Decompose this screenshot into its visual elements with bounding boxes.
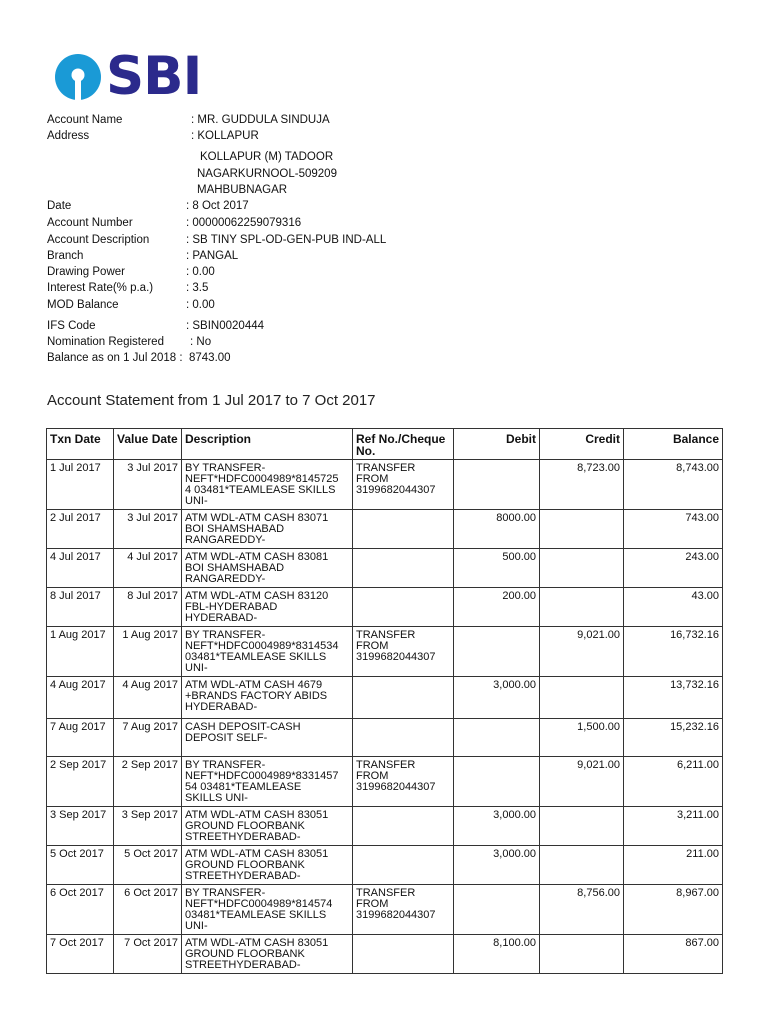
table-row <box>47 460 723 510</box>
cell-credit: 9,021.00 <box>540 757 624 807</box>
header-row <box>47 429 723 460</box>
cell-description: ATM WDL-ATM CASH 83120 FBL-HYDERABAD HYDERABAD- <box>182 588 353 627</box>
cell-balance: 867.00 <box>624 935 723 974</box>
cell-balance: 15,232.16 <box>624 719 723 757</box>
table-row <box>47 549 723 588</box>
cell-value-date: 7 Aug 2017 <box>114 719 182 757</box>
logo-text: SBI <box>106 46 202 107</box>
cell-txn-date: 5 Oct 2017 <box>47 846 114 885</box>
interest-rate-label: Interest Rate(% p.a.) <box>47 282 154 294</box>
cell-ref: TRANSFER FROM 3199682044307 <box>353 757 454 807</box>
cell-balance: 3,211.00 <box>624 807 723 846</box>
cell-debit <box>454 757 540 807</box>
cell-description: ATM WDL-ATM CASH 4679 +BRANDS FACTORY ABIDS HYDERABAD- <box>182 677 353 719</box>
cell-ref <box>353 677 454 719</box>
address-line4: MAHBUBNAGAR <box>197 184 288 196</box>
cell-txn-date: 1 Jul 2017 <box>47 460 114 510</box>
ifs-code-label: IFS Code <box>47 320 96 332</box>
cell-debit: 8000.00 <box>454 510 540 549</box>
cell-txn-date: 4 Aug 2017 <box>47 677 114 719</box>
cell-balance: 13,732.16 <box>624 677 723 719</box>
cell-ref <box>353 719 454 757</box>
account-number-value: : 00000062259079316 <box>186 217 302 229</box>
cell-ref <box>353 510 454 549</box>
address-value: : KOLLAPUR <box>191 130 259 142</box>
cell-description: ATM WDL-ATM CASH 83051 GROUND FLOORBANK STREETHYDERABAD- <box>182 807 353 846</box>
cell-ref <box>353 549 454 588</box>
cell-ref <box>353 846 454 885</box>
table-row <box>47 510 723 549</box>
sbi-logo <box>54 46 202 107</box>
cell-balance: 8,967.00 <box>624 885 723 935</box>
cell-debit <box>454 460 540 510</box>
address-line2: KOLLAPUR (M) TADOOR <box>200 151 334 163</box>
mod-balance-label: MOD Balance <box>47 299 119 311</box>
table-row <box>47 757 723 807</box>
table-row <box>47 677 723 719</box>
cell-txn-date: 8 Jul 2017 <box>47 588 114 627</box>
cell-description: CASH DEPOSIT-CASH DEPOSIT SELF- <box>182 719 353 757</box>
cell-credit <box>540 846 624 885</box>
cell-debit: 200.00 <box>454 588 540 627</box>
address-label: Address <box>47 130 90 142</box>
cell-value-date: 4 Jul 2017 <box>114 549 182 588</box>
cell-value-date: 5 Oct 2017 <box>114 846 182 885</box>
cell-description: BY TRANSFER- NEFT*HDFC0004989*8145725 4 03481*TEAMLEASE SKILLS UNI- <box>182 460 353 510</box>
cell-value-date: 3 Sep 2017 <box>114 807 182 846</box>
cell-credit <box>540 935 624 974</box>
cell-balance: 6,211.00 <box>624 757 723 807</box>
table-row <box>47 627 723 677</box>
drawing-power-label: Drawing Power <box>47 266 125 278</box>
nomination-label: Nomination Registered <box>47 336 164 348</box>
date-value: : 8 Oct 2017 <box>186 200 249 212</box>
cell-debit <box>454 719 540 757</box>
cell-value-date: 6 Oct 2017 <box>114 885 182 935</box>
table-header <box>47 429 723 460</box>
cell-ref: TRANSFER FROM 3199682044307 <box>353 627 454 677</box>
cell-credit <box>540 588 624 627</box>
cell-ref <box>353 807 454 846</box>
cell-value-date: 3 Jul 2017 <box>114 510 182 549</box>
cell-balance: 8,743.00 <box>624 460 723 510</box>
cell-credit: 8,756.00 <box>540 885 624 935</box>
cell-balance: 43.00 <box>624 588 723 627</box>
cell-description: ATM WDL-ATM CASH 83051 GROUND FLOORBANK STREETHYDERABAD- <box>182 846 353 885</box>
cell-txn-date: 3 Sep 2017 <box>47 807 114 846</box>
cell-value-date: 7 Oct 2017 <box>114 935 182 974</box>
header-description: Description <box>182 429 353 460</box>
account-name-value: : MR. GUDDULA SINDUJA <box>191 114 330 126</box>
interest-rate-value: : 3.5 <box>186 282 209 294</box>
cell-value-date: 2 Sep 2017 <box>114 757 182 807</box>
date-label: Date <box>47 200 72 212</box>
cell-credit <box>540 677 624 719</box>
cell-description: ATM WDL-ATM CASH 83051 GROUND FLOORBANK STREETHYDERABAD- <box>182 935 353 974</box>
cell-balance: 243.00 <box>624 549 723 588</box>
cell-txn-date: 2 Sep 2017 <box>47 757 114 807</box>
cell-credit: 9,021.00 <box>540 627 624 677</box>
cell-balance: 16,732.16 <box>624 627 723 677</box>
opening-balance-value: 8743.00 <box>189 352 231 364</box>
cell-description: BY TRANSFER- NEFT*HDFC0004989*8331457 54 03481*TEAMLEASE SKILLS UNI- <box>182 757 353 807</box>
account-description-label: Account Description <box>47 234 150 246</box>
header-credit: Credit <box>540 429 624 460</box>
header-value-date: Value Date <box>114 429 182 460</box>
statement-title: Account Statement from 1 Jul 2017 to 7 Oct 2017 <box>47 392 376 409</box>
cell-debit: 8,100.00 <box>454 935 540 974</box>
table-row <box>47 807 723 846</box>
account-number-label: Account Number <box>47 217 133 229</box>
cell-description: ATM WDL-ATM CASH 83081 BOI SHAMSHABAD RANGAREDDY- <box>182 549 353 588</box>
cell-balance: 743.00 <box>624 510 723 549</box>
cell-debit: 3,000.00 <box>454 846 540 885</box>
cell-credit <box>540 549 624 588</box>
cell-credit: 1,500.00 <box>540 719 624 757</box>
cell-balance: 211.00 <box>624 846 723 885</box>
mod-balance-value: : 0.00 <box>186 299 215 311</box>
ifs-code-value: : SBIN0020444 <box>186 320 265 332</box>
table-body <box>47 460 723 974</box>
nomination-value: : No <box>190 336 212 348</box>
cell-txn-date: 1 Aug 2017 <box>47 627 114 677</box>
cell-txn-date: 7 Aug 2017 <box>47 719 114 757</box>
table-row <box>47 719 723 757</box>
account-name-label: Account Name <box>47 114 123 126</box>
cell-txn-date: 2 Jul 2017 <box>47 510 114 549</box>
cell-txn-date: 7 Oct 2017 <box>47 935 114 974</box>
cell-description: BY TRANSFER- NEFT*HDFC0004989*8314534 03481*TEAMLEASE SKILLS UNI- <box>182 627 353 677</box>
cell-ref: TRANSFER FROM 3199682044307 <box>353 885 454 935</box>
branch-label: Branch <box>47 250 84 262</box>
header-ref: Ref No./Cheque No. <box>353 429 454 460</box>
cell-txn-date: 6 Oct 2017 <box>47 885 114 935</box>
header-debit: Debit <box>454 429 540 460</box>
table-row <box>47 935 723 974</box>
table-row <box>47 885 723 935</box>
account-description-value: : SB TINY SPL-OD-GEN-PUB IND-ALL <box>186 234 387 246</box>
header-txn-date: Txn Date <box>47 429 114 460</box>
cell-description: ATM WDL-ATM CASH 83071 BOI SHAMSHABAD RANGAREDDY- <box>182 510 353 549</box>
cell-ref <box>353 588 454 627</box>
cell-txn-date: 4 Jul 2017 <box>47 549 114 588</box>
transactions-table <box>46 428 723 974</box>
cell-value-date: 3 Jul 2017 <box>114 460 182 510</box>
sbi-logo-mark-icon <box>54 53 102 101</box>
cell-value-date: 1 Aug 2017 <box>114 627 182 677</box>
cell-debit: 3,000.00 <box>454 677 540 719</box>
cell-ref <box>353 935 454 974</box>
cell-value-date: 4 Aug 2017 <box>114 677 182 719</box>
drawing-power-value: : 0.00 <box>186 266 215 278</box>
cell-credit <box>540 510 624 549</box>
address-line3: NAGARKURNOOL-509209 <box>197 168 337 180</box>
cell-debit: 500.00 <box>454 549 540 588</box>
cell-credit <box>540 807 624 846</box>
cell-ref: TRANSFER FROM 3199682044307 <box>353 460 454 510</box>
cell-description: BY TRANSFER- NEFT*HDFC0004989*814574 03481*TEAMLEASE SKILLS UNI- <box>182 885 353 935</box>
cell-value-date: 8 Jul 2017 <box>114 588 182 627</box>
branch-value: : PANGAL <box>186 250 239 262</box>
table-row <box>47 588 723 627</box>
cell-debit: 3,000.00 <box>454 807 540 846</box>
header-balance: Balance <box>624 429 723 460</box>
opening-balance-label: Balance as on 1 Jul 2018 : <box>47 352 183 364</box>
cell-debit <box>454 885 540 935</box>
cell-credit: 8,723.00 <box>540 460 624 510</box>
cell-debit <box>454 627 540 677</box>
table-row <box>47 846 723 885</box>
